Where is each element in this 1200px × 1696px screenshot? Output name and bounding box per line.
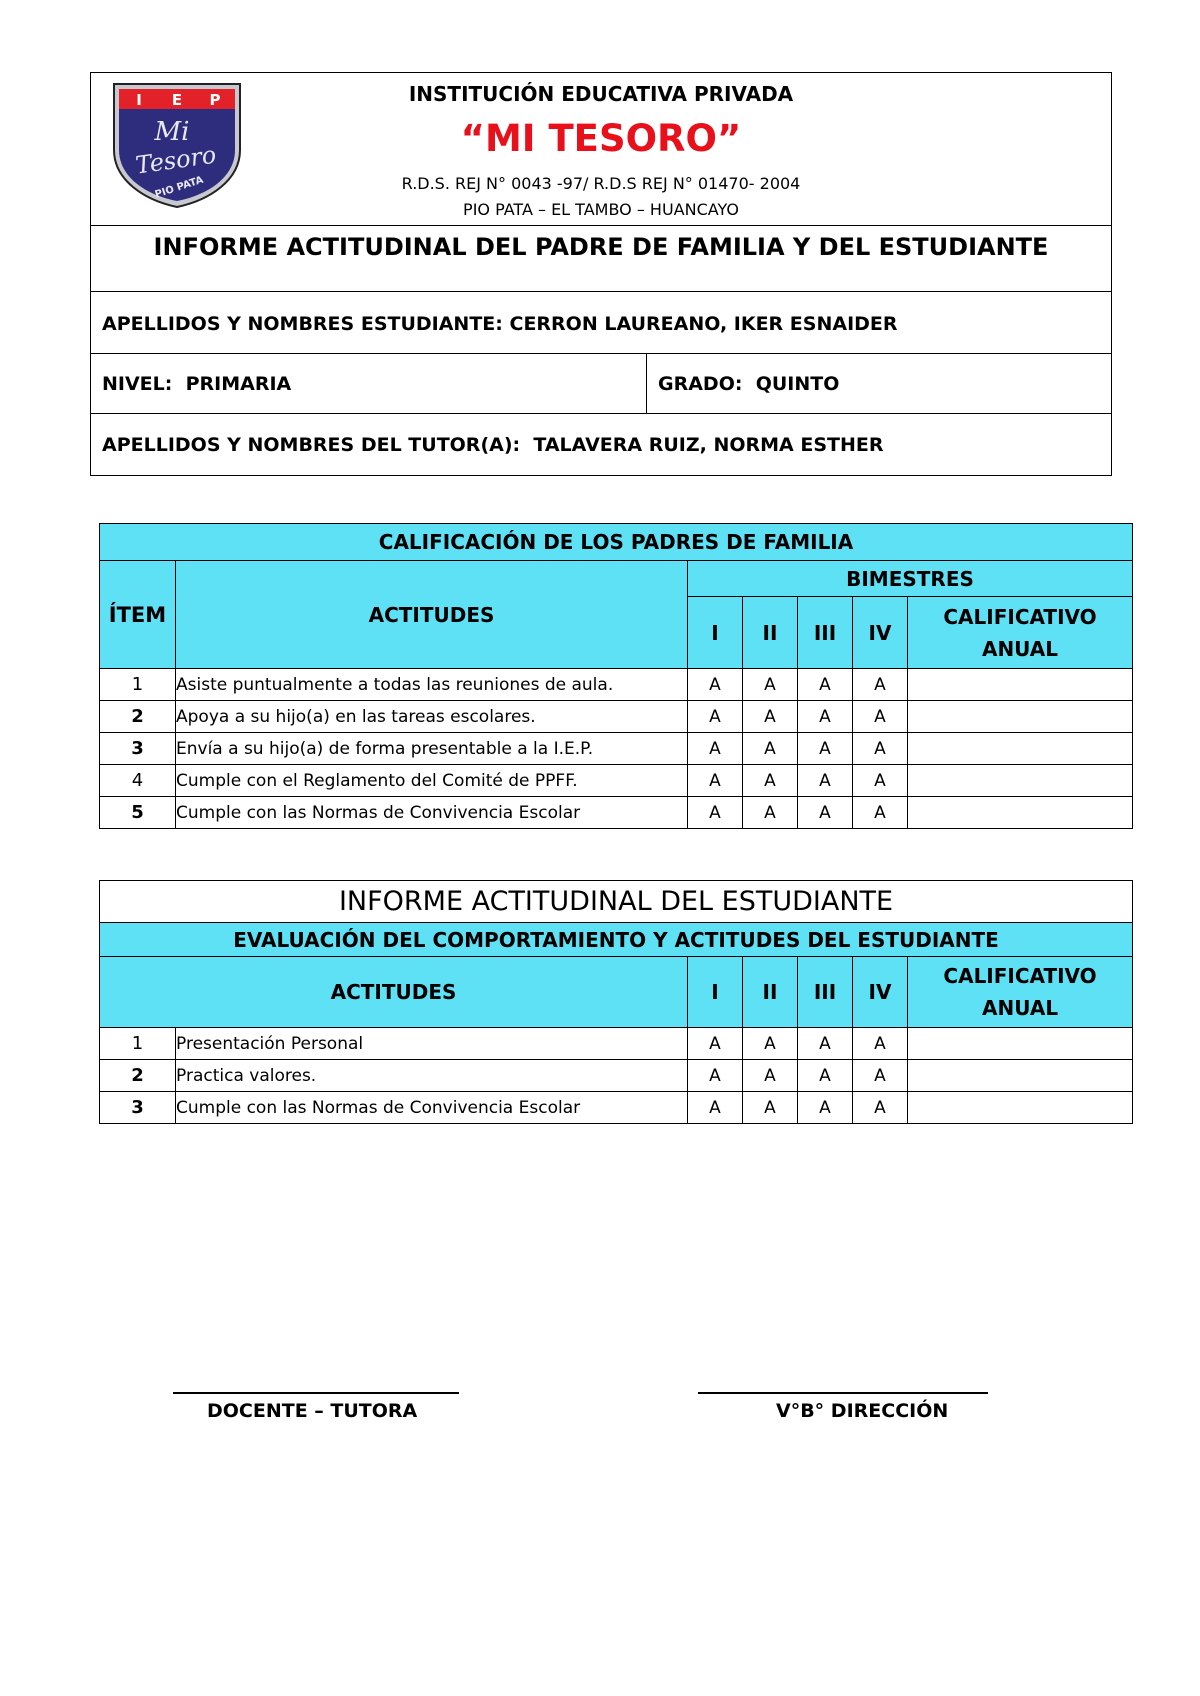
director-signature-label: V°B° DIRECCIÓN [776, 1400, 949, 1422]
row-item: 2 [100, 1060, 176, 1092]
grade-cell: A [743, 797, 798, 829]
bimester-header: II [743, 957, 798, 1028]
student-name-row [102, 313, 898, 335]
director-signature-line [698, 1392, 988, 1394]
col-item-header: ÍTEM [100, 561, 176, 669]
grade-cell: A [798, 797, 853, 829]
divider [91, 413, 1111, 414]
annual-grade-cell [908, 765, 1133, 797]
tutor-value: TALAVERA RUIZ, NORMA ESTHER [533, 434, 884, 456]
grade-cell: A [688, 701, 743, 733]
level-row [102, 373, 291, 395]
table-row [100, 1060, 1133, 1092]
grade-cell: A [688, 1060, 743, 1092]
grade-cell: A [798, 765, 853, 797]
student-table-subtitle: EVALUACIÓN DEL COMPORTAMIENTO Y ACTITUDES DEL ESTUDIANTE [100, 923, 1133, 957]
row-attitude: Practica valores. [176, 1060, 688, 1092]
teacher-signature-label: DOCENTE – TUTORA [207, 1400, 418, 1422]
address-text: PIO PATA – EL TAMBO – HUANCAYO [463, 200, 739, 219]
grade-cell: A [743, 733, 798, 765]
grade-cell: A [853, 1028, 908, 1060]
grade-cell: A [798, 733, 853, 765]
row-item: 1 [100, 669, 176, 701]
level-value: PRIMARIA [185, 373, 292, 395]
bimester-header: I [688, 597, 743, 669]
divider [91, 353, 1111, 354]
grade-cell: A [688, 1092, 743, 1124]
grade-cell: A [688, 733, 743, 765]
parents-table-title: CALIFICACIÓN DE LOS PADRES DE FAMILIA [100, 524, 1133, 561]
table-row [100, 701, 1133, 733]
table-row [100, 1092, 1133, 1124]
row-item: 3 [100, 733, 176, 765]
institution-name: “MI TESORO” [460, 117, 742, 160]
grade-cell: A [688, 1028, 743, 1060]
grade-cell: A [798, 1028, 853, 1060]
annual-grade-cell [908, 1028, 1133, 1060]
row-attitude: Asiste puntualmente a todas las reuniones de aula. [176, 669, 688, 701]
grade-value: QUINTO [755, 373, 840, 395]
student-table [99, 880, 1133, 1124]
row-attitude: Cumple con las Normas de Convivencia Escolar [176, 797, 688, 829]
grade-cell: A [853, 797, 908, 829]
student-label: APELLIDOS Y NOMBRES ESTUDIANTE: [102, 313, 503, 335]
grade-cell: A [853, 1092, 908, 1124]
level-label: NIVEL: [102, 373, 173, 395]
row-attitude: Apoya a su hijo(a) en las tareas escolares. [176, 701, 688, 733]
row-item: 3 [100, 1092, 176, 1124]
grade-cell: A [798, 701, 853, 733]
student-table-title: INFORME ACTITUDINAL DEL ESTUDIANTE [100, 881, 1133, 923]
logo-place: PIO PATA [153, 174, 205, 201]
logo-script-line2: Tesoro [133, 140, 218, 180]
grade-cell: A [743, 765, 798, 797]
grade-label: GRADO: [658, 373, 743, 395]
grade-cell: A [743, 701, 798, 733]
annual-grade-cell [908, 1092, 1133, 1124]
grade-cell: A [798, 1092, 853, 1124]
row-attitude: Cumple con las Normas de Convivencia Escolar [176, 1092, 688, 1124]
divider [91, 225, 1111, 226]
table-row [100, 669, 1133, 701]
header-box [90, 72, 1112, 476]
annual-grade-cell [908, 1060, 1133, 1092]
bimester-header: IV [853, 957, 908, 1028]
report-title: INFORME ACTITUDINAL DEL PADRE DE FAMILIA Y DEL ESTUDIANTE [153, 233, 1049, 261]
grade-cell: A [743, 1060, 798, 1092]
grade-row [658, 373, 839, 395]
table-row [100, 765, 1133, 797]
col-attitudes-header: ACTITUDES [176, 561, 688, 669]
row-item: 4 [100, 765, 176, 797]
teacher-signature-line [173, 1392, 459, 1394]
table-row [100, 1028, 1133, 1060]
grade-cell: A [688, 797, 743, 829]
grade-cell: A [688, 669, 743, 701]
row-attitude: Envía a su hijo(a) de forma presentable a la I.E.P. [176, 733, 688, 765]
logo-script-line1: Mi [154, 117, 190, 147]
parents-table [99, 523, 1133, 829]
bimester-header: III [798, 957, 853, 1028]
grade-cell: A [853, 1060, 908, 1092]
bimester-header: III [798, 597, 853, 669]
row-item: 5 [100, 797, 176, 829]
student-value: CERRON LAUREANO, IKER ESNAIDER [509, 313, 898, 335]
annual-grade-cell [908, 669, 1133, 701]
table-row [100, 797, 1133, 829]
grade-cell: A [853, 669, 908, 701]
grade-cell: A [798, 669, 853, 701]
row-item: 2 [100, 701, 176, 733]
divider [91, 291, 1111, 292]
grade-cell: A [853, 765, 908, 797]
col-annual-header: CALIFICATIVO ANUAL [908, 597, 1133, 669]
grade-cell: A [798, 1060, 853, 1092]
resolution-text: R.D.S. REJ N° 0043 -97/ R.D.S REJ N° 01470- 2004 [401, 174, 801, 193]
institution-type: INSTITUCIÓN EDUCATIVA PRIVADA [408, 82, 794, 106]
annual-grade-cell [908, 701, 1133, 733]
col-annual-header: CALIFICATIVO ANUAL [908, 957, 1133, 1028]
row-item: 1 [100, 1028, 176, 1060]
grade-cell: A [743, 669, 798, 701]
grade-cell: A [853, 701, 908, 733]
table-row [100, 733, 1133, 765]
logo-letter-3: P [209, 91, 221, 109]
annual-grade-cell [908, 733, 1133, 765]
grade-cell: A [688, 765, 743, 797]
annual-grade-cell [908, 797, 1133, 829]
row-attitude: Presentación Personal [176, 1028, 688, 1060]
col-bimesters-header: BIMESTRES [688, 561, 1133, 597]
grade-cell: A [853, 733, 908, 765]
bimester-header: IV [853, 597, 908, 669]
col-attitudes-header: ACTITUDES [100, 957, 688, 1028]
row-attitude: Cumple con el Reglamento del Comité de PPFF. [176, 765, 688, 797]
tutor-row [102, 434, 884, 456]
tutor-label: APELLIDOS Y NOMBRES DEL TUTOR(A): [102, 434, 521, 456]
divider [646, 353, 647, 413]
grade-cell: A [743, 1028, 798, 1060]
logo-letter-2: E [171, 91, 183, 109]
bimester-header: I [688, 957, 743, 1028]
grade-cell: A [743, 1092, 798, 1124]
logo-letter-1: I [136, 91, 142, 109]
bimester-header: II [743, 597, 798, 669]
